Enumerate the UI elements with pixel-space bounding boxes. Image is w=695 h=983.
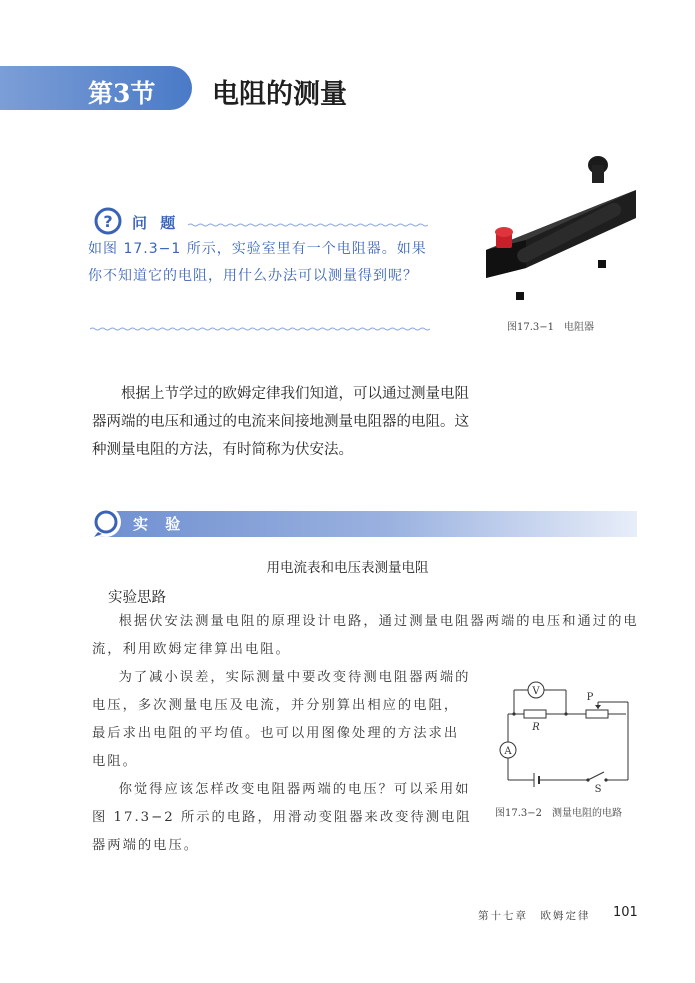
slider-label: P xyxy=(586,692,594,703)
page-number: 101 xyxy=(613,905,638,920)
figure1-caption: 图17.3−1 电阻器 xyxy=(507,322,595,333)
wavy-divider-bottom xyxy=(90,327,430,331)
resistor-label: R xyxy=(532,722,540,733)
experiment-title: 用电流表和电压表测量电阻 xyxy=(266,560,429,576)
experiment-paragraph-1: 根据伏安法测量电阻的原理设计电路，通过测量电阻器两端的电压和通过的电流，利用欧姆定律算出电阻。 xyxy=(92,614,639,657)
intro-paragraph: 根据上节学过的欧姆定律我们知道，可以通过测量电阻器两端的电压和通过的电流来间接地测量电阻器的电阻。这种测量电阻的方法，有时简称为伏安法。 xyxy=(92,386,469,458)
svg-text:?: ? xyxy=(103,212,113,231)
experiment-heading: 实 验 xyxy=(133,515,187,533)
figure2-caption: 图17.3−2 测量电阻的电路 xyxy=(495,808,623,819)
switch-label: S xyxy=(594,784,602,795)
ammeter-label: A xyxy=(504,746,512,757)
problem-heading: 问 题 xyxy=(132,214,180,232)
section-title: 电阻的测量 xyxy=(212,79,347,110)
experiment-icon xyxy=(90,506,122,538)
voltmeter-label: V xyxy=(532,686,540,697)
question-icon xyxy=(94,207,122,235)
chapter-footer: 第十七章 欧姆定律 xyxy=(478,910,591,922)
section-label: 第3节 xyxy=(88,79,156,108)
experiment-paragraph-2: 为了减小误差，实际测量中要改变待测电阻器两端的电压，多次测量电压及电流，并分别算出相应的电阻，最后求出电阻的平均值。也可以用图像处理的方法求出电阻。 xyxy=(92,670,471,769)
problem-text: 如图 17.3−1 所示，实验室里有一个电阻器。如果你不知道它的电阻，用什么办法可以测量得到呢？ xyxy=(88,241,427,284)
circuit-diagram xyxy=(490,680,640,795)
experiment-paragraph-3: 你觉得应该怎样改变电阻器两端的电压？可以采用如图 17.3−2 所示的电路，用滑动变阻器来改变待测电阻器两端的电压。 xyxy=(92,782,472,853)
wavy-divider xyxy=(188,223,428,227)
experiment-subheading: 实验思路 xyxy=(108,590,166,606)
resistor-photo xyxy=(478,150,638,310)
